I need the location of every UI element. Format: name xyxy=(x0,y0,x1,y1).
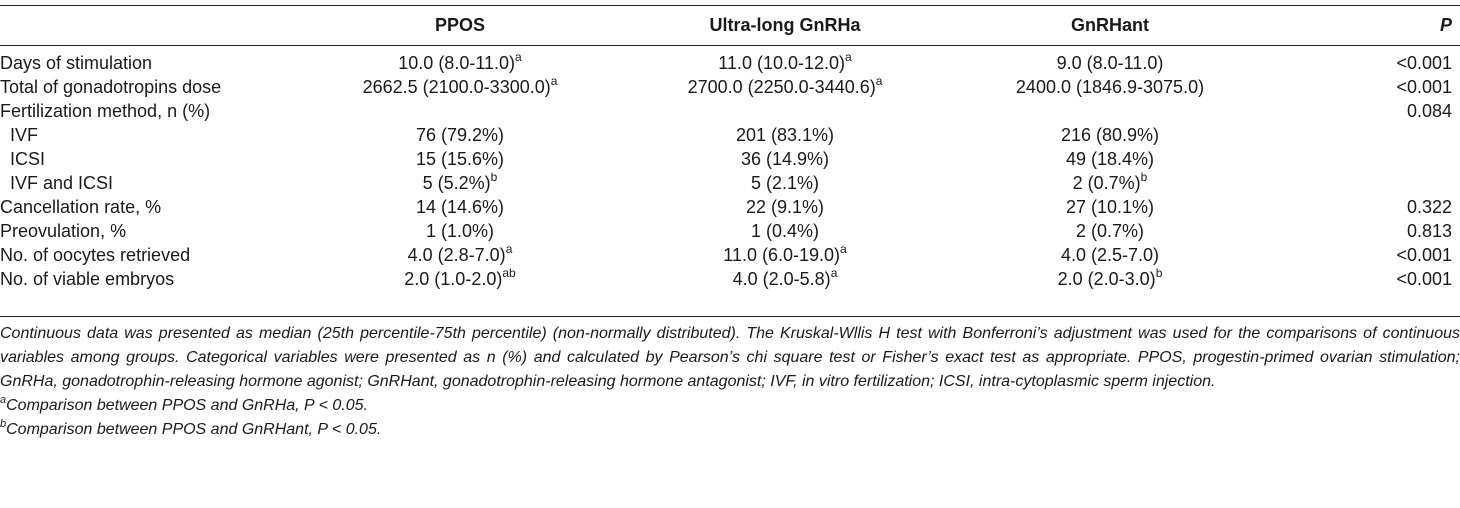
row-label: ICSI xyxy=(10,149,46,169)
cell-ppos-superscript: a xyxy=(505,242,513,256)
column-header-gnrha: Ultra-long GnRHa xyxy=(709,14,861,35)
cell-gnrha xyxy=(620,45,950,75)
results-table xyxy=(0,5,1460,291)
cell-gnrha xyxy=(620,267,950,291)
cell-gnrhant-value: 2.0 (2.0-3.0) xyxy=(1057,269,1156,289)
cell-gnrha-superscript: a xyxy=(840,242,847,256)
cell-p-value: <0.001 xyxy=(1396,77,1452,97)
cell-ppos xyxy=(300,123,620,147)
footnote-b xyxy=(0,418,1460,442)
cell-gnrhant-value: 4.0 (2.5-7.0) xyxy=(1060,245,1160,265)
cell-ppos xyxy=(300,267,620,291)
cell-gnrha xyxy=(620,99,950,123)
table-row xyxy=(0,243,1460,267)
row-label: IVF xyxy=(10,125,39,145)
cell-ppos-value: 2.0 (1.0-2.0) xyxy=(404,269,503,289)
cell-gnrhant xyxy=(950,171,1270,195)
cell-p-value: <0.001 xyxy=(1396,245,1452,265)
cell-gnrhant xyxy=(950,243,1270,267)
cell-p-value: 0.322 xyxy=(1406,197,1452,217)
row-label: No. of viable embryos xyxy=(0,269,175,289)
cell-gnrha-superscript: a xyxy=(845,50,852,64)
cell-gnrhant-value: 9.0 (8.0-11.0) xyxy=(1056,53,1164,73)
row-label: Preovulation, % xyxy=(0,221,127,241)
cell-ppos-value: 15 (15.6%) xyxy=(415,149,505,169)
cell-gnrhant xyxy=(950,219,1270,243)
cell-ppos-superscript: a xyxy=(550,74,558,88)
table-row xyxy=(0,123,1460,147)
cell-ppos-value: 10.0 (8.0-11.0) xyxy=(398,53,516,73)
cell-gnrha xyxy=(620,147,950,171)
cell-ppos xyxy=(300,171,620,195)
cell-gnrha-value: 4.0 (2.0-5.8) xyxy=(732,269,831,289)
cell-gnrha xyxy=(620,123,950,147)
cell-gnrhant xyxy=(950,123,1270,147)
cell-gnrhant-value: 216 (80.9%) xyxy=(1060,125,1160,145)
cell-gnrhant xyxy=(950,75,1270,99)
cell-gnrhant xyxy=(950,267,1270,291)
cell-p-value: <0.001 xyxy=(1396,53,1452,73)
footnote-b-mark: b xyxy=(0,417,7,430)
table-row xyxy=(0,75,1460,99)
row-label: IVF and ICSI xyxy=(10,173,114,193)
table-row xyxy=(0,219,1460,243)
cell-gnrha-value: 22 (9.1%) xyxy=(745,197,825,217)
cell-gnrhant-value: 49 (18.4%) xyxy=(1065,149,1155,169)
bottom-rule xyxy=(0,316,1460,317)
cell-ppos-value: 76 (79.2%) xyxy=(415,125,505,145)
cell-ppos xyxy=(300,75,620,99)
notes-main: Continuous data was presented as median (25th percentile-75th percentile) (non-normally distributed). The Kruskal-Wllis H test with Bonferroni’s adjustment was used for the comparisons of continuous variables among groups. Categorical variables were presented as n (%) and calculated by Pearson’s chi square test or Fisher’s exact test as appropriate. PPOS, progestin-primed ovarian stimulation; GnRHa, gonadotrophin-releasing hormone agonist; GnRHant, gonadotrophin-releasing hormone antagonist; IVF, in vitro fertilization; ICSI, intra-cytoplasmic sperm injection. xyxy=(0,325,1460,390)
cell-gnrhant xyxy=(950,147,1270,171)
cell-p-value: <0.001 xyxy=(1396,269,1452,289)
column-header-p: P xyxy=(1439,14,1452,35)
cell-p-value xyxy=(1270,123,1460,147)
cell-gnrha-superscript: a xyxy=(830,266,838,280)
cell-gnrhant-value: 2 (0.7%) xyxy=(1072,173,1141,193)
cell-ppos xyxy=(300,243,620,267)
cell-gnrhant-superscript: b xyxy=(1155,266,1163,280)
cell-gnrha xyxy=(620,219,950,243)
table-body xyxy=(0,45,1460,291)
row-label: Days of stimulation xyxy=(0,53,153,73)
cell-ppos-value: 1 (1.0%) xyxy=(425,221,495,241)
cell-gnrhant-value: 27 (10.1%) xyxy=(1065,197,1155,217)
cell-gnrhant xyxy=(950,99,1270,123)
cell-gnrha xyxy=(620,243,950,267)
table-row xyxy=(0,195,1460,219)
table-row xyxy=(0,99,1460,123)
cell-ppos-superscript: b xyxy=(490,170,498,184)
cell-p-value: 0.084 xyxy=(1406,101,1452,121)
cell-ppos xyxy=(300,219,620,243)
cell-gnrhant xyxy=(950,195,1270,219)
cell-gnrha xyxy=(620,171,950,195)
cell-gnrha xyxy=(620,195,950,219)
footnote-a-text: Comparison between PPOS and GnRHa, P < 0.05. xyxy=(6,397,368,414)
cell-ppos xyxy=(300,99,620,123)
cell-gnrha-value: 11.0 (10.0-12.0) xyxy=(718,53,846,73)
cell-p-value: 0.813 xyxy=(1406,221,1452,241)
table-row xyxy=(0,267,1460,291)
cell-ppos xyxy=(300,45,620,75)
cell-gnrhant-value: 2 (0.7%) xyxy=(1075,221,1145,241)
table-notes xyxy=(0,322,1460,442)
cell-gnrhant xyxy=(950,45,1270,75)
table-row xyxy=(0,147,1460,171)
cell-ppos-value: 2662.5 (2100.0-3300.0) xyxy=(362,77,551,97)
cell-p-value xyxy=(1270,147,1460,171)
row-label: No. of oocytes retrieved xyxy=(0,245,191,265)
cell-gnrha-value: 201 (83.1%) xyxy=(735,125,835,145)
column-header-label xyxy=(0,5,300,45)
footnote-a-mark: a xyxy=(0,393,7,406)
column-header-gnrhant: GnRHant xyxy=(1071,14,1149,35)
cell-gnrha xyxy=(620,75,950,99)
cell-gnrha-value: 1 (0.4%) xyxy=(750,221,820,241)
cell-ppos-value: 14 (14.6%) xyxy=(415,197,505,217)
row-label: Total of gonadotropins dose xyxy=(0,77,222,97)
cell-gnrha-superscript: a xyxy=(875,74,883,88)
cell-gnrha-value: 2700.0 (2250.0-3440.6) xyxy=(687,77,876,97)
cell-p-value xyxy=(1270,171,1460,195)
cell-gnrhant-superscript: b xyxy=(1140,170,1148,184)
footnote-a xyxy=(0,394,1460,418)
cell-gnrhant-value: 2400.0 (1846.9-3075.0) xyxy=(1015,77,1205,97)
table-row xyxy=(0,171,1460,195)
column-header-ppos: PPOS xyxy=(434,14,486,35)
table-row xyxy=(0,45,1460,75)
row-label: Cancellation rate, % xyxy=(0,197,162,217)
row-label: Fertilization method, n (%) xyxy=(0,101,211,121)
cell-ppos-value: 5 (5.2%) xyxy=(422,173,491,193)
cell-ppos xyxy=(300,195,620,219)
cell-gnrha-value: 36 (14.9%) xyxy=(740,149,830,169)
footnote-b-text: Comparison between PPOS and GnRHant, P < 0.05. xyxy=(6,421,382,438)
cell-ppos-superscript: a xyxy=(515,50,522,64)
cell-ppos xyxy=(300,147,620,171)
table-header-row xyxy=(0,5,1460,45)
cell-ppos-value: 4.0 (2.8-7.0) xyxy=(407,245,506,265)
cell-gnrha-value: 11.0 (6.0-19.0) xyxy=(723,245,841,265)
cell-ppos-superscript: ab xyxy=(502,266,516,280)
cell-gnrha-value: 5 (2.1%) xyxy=(750,173,820,193)
